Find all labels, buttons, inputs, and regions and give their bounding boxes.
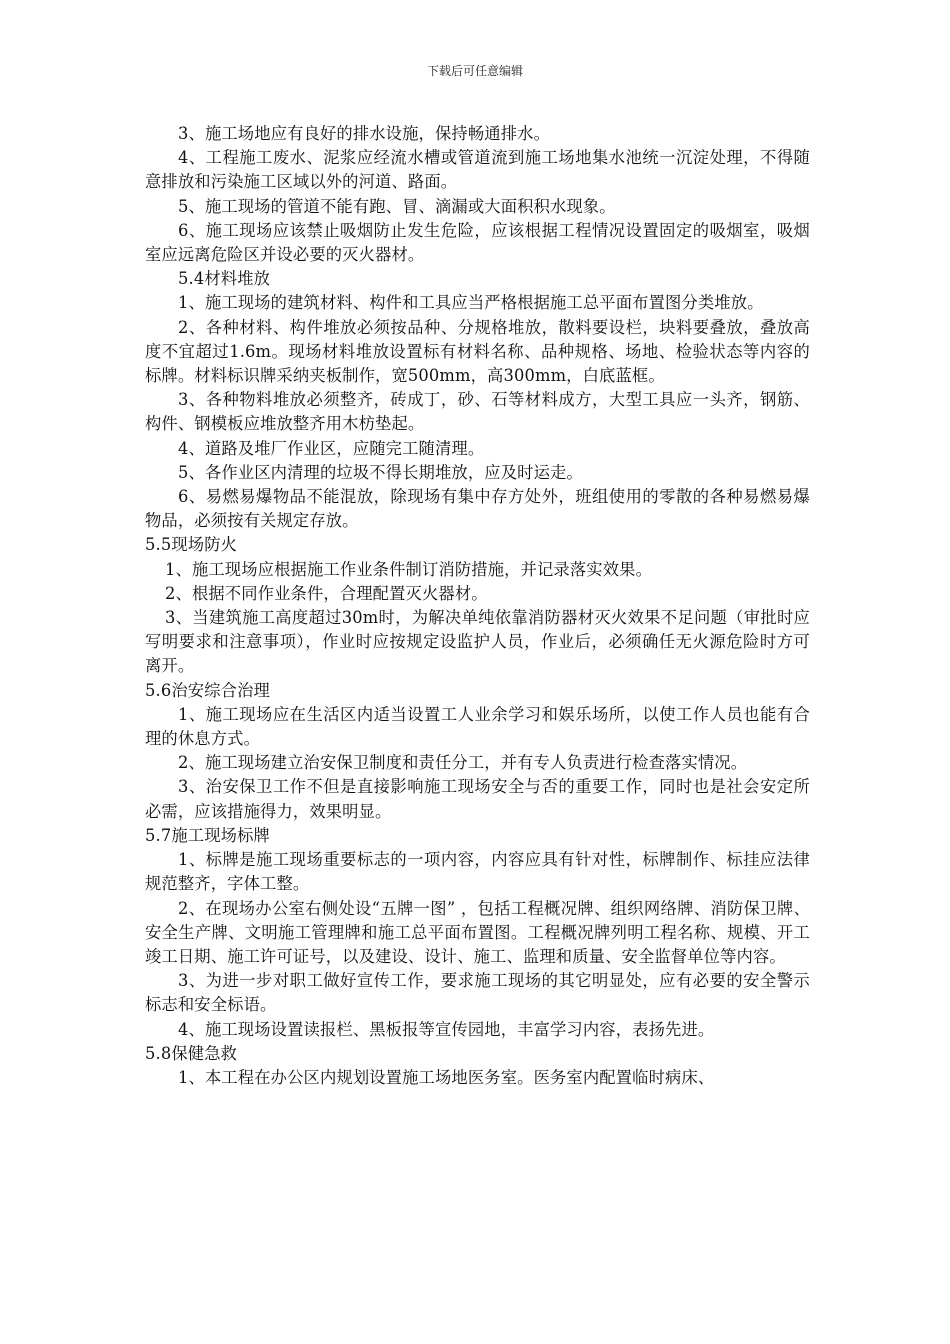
paragraph: 1、施工现场应根据施工作业条件制订消防措施，并记录落实效果。 [165, 559, 653, 579]
paragraph: 1、标牌是施工现场重要标志的一项内容，内容应具有针对性，标牌制作、标挂应法律规范整齐，字体工整。 [145, 850, 810, 894]
header-text: 下载后可任意编辑 [426, 64, 523, 78]
paragraph: 5、各作业区内清理的垃圾不得长期堆放，应及时运走。 [178, 462, 583, 482]
paragraph: 6、施工现场应该禁止吸烟防止发生危险，应该根据工程情况设置固定的吸烟室，吸烟室应远离危险区并设必要的灭火器材。 [145, 220, 810, 265]
section-heading: 5.6治安综合治理 [145, 680, 270, 700]
paragraph: 3、当建筑施工高度超过30m时，为解决单纯依靠消防器材灭火效果不足问题（审批时应写明要求和注意事项），作业时应按规定设监护人员，作业后，必须确任无火源危险时方可离开。 [145, 608, 810, 676]
paragraph: 4、工程施工废水、泥浆应经流水槽或管道流到施工场地集水池统一沉淀处理，不得随意排放和污染施工区域以外的河道、路面。 [145, 148, 810, 192]
paragraph: 2、各种材料、构件堆放必须按品种、分规格堆放，散料要设栏，块料要叠放，叠放高度不宜超过1.6m。现场材料堆放设置标有材料名称、品种规格、场地、检验状态等内容的标牌。材料标识牌采纳夹板制作，宽500mm，高300mm，白底蓝框。 [145, 317, 810, 386]
paragraph: 3、各种物料堆放必须整齐，砖成丁，砂、石等材料成方，大型工具应一头齐，钢筋、构件、钢模板应堆放整齐用木枋垫起。 [145, 390, 810, 434]
paragraph: 2、根据不同作业条件，合理配置灭火器材。 [165, 583, 488, 603]
document-body [145, 122, 810, 1090]
paragraph: 3、治安保卫工作不但是直接影响施工现场安全与否的重要工作，同时也是社会安定所必需，应该措施得力，效果明显。 [145, 777, 810, 821]
paragraph: 1、本工程在办公区内规划设置施工场地医务室。医务室内配置临时病床、 [178, 1067, 715, 1087]
paragraph: 3、为进一步对职工做好宣传工作，要求施工现场的其它明显处，应有必要的安全警示标志和安全标语。 [145, 971, 810, 1015]
section-heading: 5.7施工现场标牌 [145, 825, 270, 845]
paragraph: 5、施工现场的管道不能有跑、冒、滴漏或大面积积水现象。 [178, 196, 616, 216]
paragraph: 5.4材料堆放 [178, 269, 271, 289]
paragraph: 4、施工现场设置读报栏、黑板报等宣传园地，丰富学习内容，表扬先进。 [178, 1019, 715, 1039]
section-heading: 5.8保健急救 [145, 1043, 238, 1063]
paragraph: 6、易燃易爆物品不能混放，除现场有集中存方处外，班组使用的零散的各种易燃易爆物品，必须按有关规定存放。 [145, 487, 810, 531]
paragraph: 1、施工现场的建筑材料、构件和工具应当严格根据施工总平面布置图分类堆放。 [178, 293, 764, 313]
section-heading: 5.5现场防火 [145, 535, 238, 555]
paragraph: 2、施工现场建立治安保卫制度和责任分工，并有专人负责进行检查落实情况。 [178, 753, 748, 773]
paragraph: 4、道路及堆厂作业区，应随完工随清理。 [178, 438, 485, 458]
paragraph: 1、施工现场应在生活区内适当设置工人业余学习和娱乐场所，以使工作人员也能有合理的休息方式。 [145, 704, 810, 749]
paragraph: 3、施工场地应有良好的排水设施，保持畅通排水。 [178, 124, 550, 143]
paragraph: 2、在现场办公室右侧处设“五牌一图” ，包括工程概况牌、组织网络牌、消防保卫牌、安全生产牌、文明施工管理牌和施工总平面布置图。工程概况牌列明工程名称、规模、开工竣工日期、施工许可证号，以及建设、设计、施工、监理和质量、安全监督单位等内容。 [145, 898, 810, 966]
page-header [0, 63, 950, 79]
